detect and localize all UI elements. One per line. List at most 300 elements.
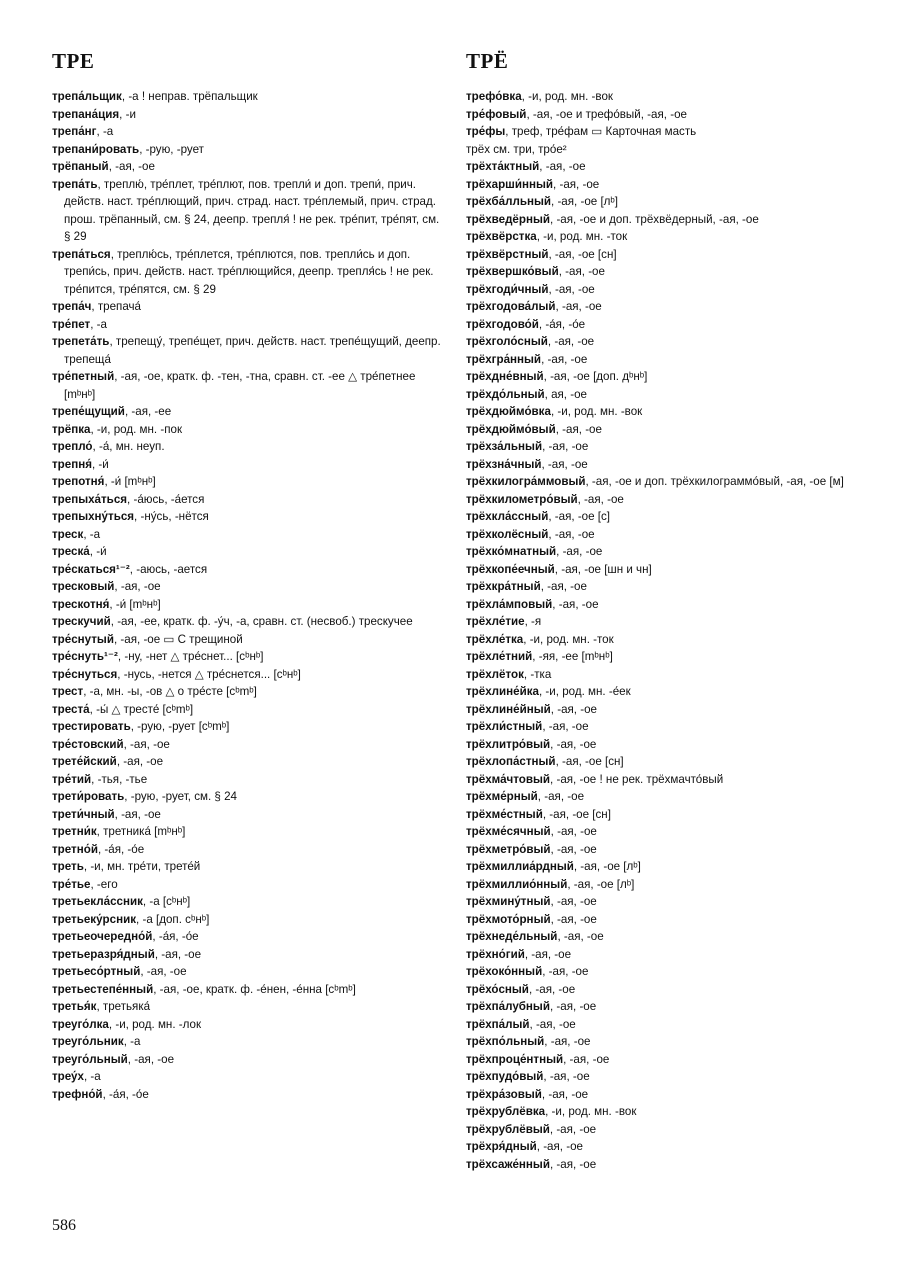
entry-definition: , -ая, -ое [127, 1052, 175, 1066]
dictionary-entry [52, 543, 446, 561]
dictionary-entry [466, 333, 866, 351]
entry-definition: , -ая, -ое [541, 457, 588, 471]
dictionary-entry [466, 1068, 866, 1086]
entry-definition: , -ая, -ое ! не рек. трёхмачто́вый [550, 772, 724, 786]
entry-headword: трепа́льщик [52, 90, 122, 103]
entry-headword: третьекла́ссник [52, 895, 143, 908]
dictionary-entry [52, 683, 446, 701]
entry-definition: , -ну́сь, -нётся [134, 510, 209, 523]
entry-definition: , -ая, -ое [550, 825, 597, 838]
dictionary-entry [52, 823, 446, 841]
dictionary-entry [466, 998, 866, 1016]
dictionary-entry [466, 491, 866, 509]
entry-definition: , -ы́ △ тресте́ [cᵇmᵇ] [89, 702, 194, 716]
entry-definition: , -ая, -ое [доп. дᵇнᵇ] [543, 370, 648, 383]
entry-definition: , -ая, -ое [577, 492, 624, 506]
dictionary-entry [52, 491, 446, 509]
entry-definition: , -ая, -ое [542, 965, 589, 978]
entry-headword: трепа́ться [52, 247, 111, 261]
entry-headword: трёхко́мнатный [466, 545, 557, 558]
entry-headword: трепана́ция [52, 107, 120, 121]
dictionary-entry [466, 666, 866, 684]
entry-headword: трёхдюймо́вый [466, 422, 556, 436]
entry-definition: , -а [доп. cᵇнᵇ] [136, 912, 210, 926]
dictionary-entry [466, 298, 866, 316]
entry-definition: , -ая, -ое [114, 580, 161, 593]
entry-headword: трёхлёток [466, 667, 524, 681]
entry-headword: трёхпа́лубный [466, 1000, 550, 1013]
dictionary-entry [466, 543, 866, 561]
dictionary-entry [52, 123, 446, 141]
dictionary-entry [466, 193, 866, 211]
dictionary-entry [466, 963, 866, 981]
entry-headword: третно́й [52, 842, 98, 856]
dictionary-entry [466, 263, 866, 281]
entry-headword: трепе́щущий [52, 405, 125, 418]
entry-headword: трёхгодово́й [466, 317, 539, 331]
dictionary-entry [466, 718, 866, 736]
entry-headword: треуго́льник [52, 1035, 124, 1048]
entry-headword: трёхзна́чный [466, 457, 542, 471]
entry-definition: , -и, род. мн. -вок [521, 90, 613, 103]
entry-headword: трёхме́рный [466, 790, 538, 803]
dictionary-entry [52, 578, 446, 596]
entry-headword: трестировать [52, 720, 131, 733]
entry-headword: трепня́ [52, 457, 92, 471]
entry-definition: , -ая, -ое [541, 352, 588, 366]
entry-definition: , -ая, -ое [549, 1157, 597, 1171]
entry-headword: трёхза́льный [466, 440, 543, 453]
entry-definition: , -аюсь, -ается [129, 562, 208, 576]
entry-headword: трепыхну́ться [52, 510, 135, 523]
entry-headword: трёхведёрный [466, 212, 550, 226]
entry-definition: , -и́ [89, 545, 107, 558]
entry-headword: треста́ [52, 702, 90, 716]
dictionary-entry [466, 596, 866, 614]
entry-definition: , -и, род. мн. -лок [108, 1017, 202, 1031]
entry-definition: , -а [123, 1035, 141, 1048]
entry-definition: , -ая, -ое [549, 1000, 597, 1013]
entry-headword: трескотня́ [52, 597, 110, 611]
entry-definition: , -я [524, 615, 542, 628]
entry-headword: тре́пет [52, 317, 91, 331]
entry-definition: , -тка [523, 667, 552, 681]
entry-headword: трёхнеде́льный [466, 930, 558, 943]
dictionary-entry [52, 946, 446, 964]
entry-definition: , -нусь, -нется △ тре́снется... [cᵇнᵇ] [117, 667, 301, 681]
entry-headword: тре́стовский [52, 737, 124, 751]
dictionary-entry [466, 683, 866, 701]
entry-headword: тре́снуть¹⁻² [52, 650, 118, 663]
entry-headword: трёхоко́нный [466, 965, 543, 978]
entry-definition: , -и, мн. тре́ти, трете́й [83, 860, 201, 873]
entry-headword: трёхлине́йка [466, 685, 539, 698]
entry-headword: трёхкилометро́вый [466, 492, 578, 506]
entry-definition: , -а́я, -о́е [152, 930, 199, 943]
entry-headword: трепыха́ться [52, 492, 128, 506]
entry-definition: , -и, род. мн. -вок [545, 1105, 637, 1118]
entry-definition: , -тья, -тье [91, 772, 148, 786]
right-running-head: ТРЁ [466, 49, 509, 73]
entry-definition: , -ая, -ое [553, 177, 600, 191]
dictionary-entry [466, 561, 866, 579]
entry-headword: трёхмото́рный [466, 912, 551, 926]
entry-definition: , -и [119, 107, 136, 121]
dictionary-entry [466, 876, 866, 894]
entry-headword: трескучий [52, 615, 111, 628]
entry-definition: трёх см. три, тро́е² [466, 142, 567, 156]
dictionary-entry [466, 823, 866, 841]
entry-headword: трёхра́зовый [466, 1087, 542, 1101]
dictionary-entry [466, 841, 866, 859]
dictionary-entry [52, 771, 446, 789]
entry-headword: трёхпудо́вый [466, 1070, 544, 1083]
entry-definition: , -а [83, 1070, 101, 1083]
entry-headword: тресковый [52, 580, 115, 593]
dictionary-entry [52, 1086, 446, 1104]
entry-headword: трёхле́тие [466, 615, 525, 628]
entry-headword: трёхпа́лый [466, 1017, 530, 1031]
entry-definition: , -его [90, 877, 118, 891]
dictionary-entry [466, 1156, 866, 1174]
entry-definition: , третника́ [mᵇнᵇ] [96, 825, 186, 838]
entry-headword: тре́тье [52, 877, 91, 891]
entry-definition: , -ая, -ое [548, 282, 595, 296]
entry-headword: трёпаный [52, 160, 109, 173]
dictionary-entry [52, 403, 446, 421]
dictionary-entry [52, 928, 446, 946]
entry-headword: трепло́ [52, 440, 93, 453]
entry-headword: третьесо́ртный [52, 965, 141, 978]
entry-definition: , -ая, -ое [шн и чн] [554, 562, 652, 576]
entry-headword: трепета́ть [52, 335, 110, 348]
entry-definition: , -а́я, -о́е [538, 317, 586, 331]
dictionary-entry [466, 858, 866, 876]
dictionary-entry [52, 316, 446, 334]
entry-headword: трёхдне́вный [466, 370, 544, 383]
dictionary-entry [466, 141, 866, 159]
entry-definition: , -ну, -нет △ тре́снет... [cᵇнᵇ] [117, 650, 264, 663]
entry-headword: трёхпо́льный [466, 1035, 545, 1048]
dictionary-entry [52, 141, 446, 159]
dictionary-entry [466, 613, 866, 631]
dictionary-entry [52, 561, 446, 579]
entry-definition: , -ая, -ое [536, 1140, 583, 1153]
entry-definition: , -и, род. мн. -ток [536, 230, 628, 243]
entry-headword: трёхмиллио́нный [466, 877, 568, 891]
dictionary-entry [466, 928, 866, 946]
entry-definition: , -ая, -ое ▭ С трещиной [113, 632, 243, 646]
dictionary-entry [52, 998, 446, 1016]
entry-definition: , треплю́сь, тре́плется, тре́плются, пов. трепли́сь и доп. трепи́сь, прич. действ. наст. тре́плющийся, деепр. трепля́сь ! не рек. тре́пится, тре́пятся, см. § 29 [64, 247, 434, 296]
entry-definition: , -и, род. мн. -ток [523, 632, 614, 646]
entry-headword: трёхвёрстный [466, 247, 549, 261]
entry-headword: третья́к [52, 1000, 97, 1013]
entry-headword: трёхо́сный [466, 982, 529, 996]
entry-definition: , -ая, -ое [537, 790, 585, 803]
dictionary-entry [466, 281, 866, 299]
entry-headword: треть [52, 860, 84, 873]
entry-definition: , -ая, -ое [108, 160, 155, 173]
entry-headword: треска́ [52, 545, 90, 558]
dictionary-entry [52, 298, 446, 316]
entry-headword: трёхле́тка [466, 632, 524, 646]
entry-headword: трёхлине́йный [466, 702, 551, 716]
entry-definition: , -ая, -ее, кратк. ф. -у́ч, -а, сравн. ст. (несвоб.) трескучее [110, 615, 413, 628]
entry-definition: , -а [cᵇнᵇ] [142, 895, 191, 908]
dictionary-entry [52, 176, 446, 246]
entry-definition: , -а, мн. -ы, -ов △ о тре́сте [cᵇmᵇ] [83, 685, 257, 698]
entry-headword: трёхба́лльный [466, 195, 551, 208]
dictionary-entry [466, 788, 866, 806]
entry-headword: трёхсаже́нный [466, 1157, 550, 1171]
dictionary-entry [466, 1016, 866, 1034]
entry-headword: тре́фы [466, 125, 506, 138]
entry-headword: тре́снутый [52, 632, 114, 646]
entry-definition: , -ая, -ое [543, 1070, 590, 1083]
dictionary-entry [466, 1103, 866, 1121]
dictionary-entry [52, 648, 446, 666]
entry-definition: , -а́, мн. неуп. [92, 440, 165, 453]
entry-headword: трёхголо́сный [466, 335, 548, 348]
dictionary-entry [466, 228, 866, 246]
entry-headword: трёхме́сячный [466, 825, 551, 838]
entry-definition: , -ая, -ое, кратк. ф. -е́нен, -е́нна [cᵇmᵇ] [153, 982, 356, 996]
dictionary-entry [52, 508, 446, 526]
dictionary-entry [466, 316, 866, 334]
dictionary-entry [52, 438, 446, 456]
dictionary-entry [466, 456, 866, 474]
entry-definition: , -а́я, -о́е [102, 1087, 149, 1101]
entry-definition: , -и́ [mᵇнᵇ] [104, 475, 156, 488]
entry-headword: трёхарши́нный [466, 177, 554, 191]
dictionary-entry [52, 613, 446, 631]
dictionary-entry [466, 1138, 866, 1156]
entry-definition: , -ая, -ое [140, 965, 187, 978]
entry-definition: , -ая, -ее [124, 405, 172, 418]
entry-definition: , треф, тре́фам ▭ Карточная масть [505, 125, 697, 138]
entry-headword: третьеочередно́й [52, 930, 153, 943]
entry-definition: , -и́ [mᵇнᵇ] [109, 597, 161, 611]
entry-headword: трёхкилогра́ммовый [466, 475, 586, 488]
dictionary-entry [52, 876, 446, 894]
entry-headword: трёхкра́тный [466, 580, 541, 593]
dictionary-entry [466, 526, 866, 544]
entry-headword: тре́фовый [466, 107, 527, 121]
entry-definition: , -и́ [91, 457, 109, 471]
entry-headword: треу́х [52, 1070, 84, 1083]
dictionary-entry [52, 158, 446, 176]
dictionary-entry [466, 631, 866, 649]
entry-definition: , -ая, -ое [154, 947, 202, 961]
entry-headword: трефо́вка [466, 90, 522, 103]
entry-headword: трёхдо́льный [466, 387, 545, 401]
dictionary-entry [466, 368, 866, 386]
entry-headword: трёхта́ктный [466, 160, 540, 173]
entry-definition: , -ая, -ое и доп. трёхвёдерный, -ая, -ое [550, 212, 759, 226]
entry-definition: , -ая, -ое, кратк. ф. -тен, -тна, сравн. ст. -ее △ тре́петнее [mᵇнᵇ] [64, 370, 416, 401]
dictionary-entry [466, 1051, 866, 1069]
dictionary-entry [466, 701, 866, 719]
entry-definition: , -ая, -ое [563, 1052, 610, 1066]
entry-headword: трёхдюймо́вка [466, 405, 551, 418]
entry-definition: , -а [83, 527, 101, 541]
dictionary-entry [52, 596, 446, 614]
entry-headword: третни́к [52, 825, 97, 838]
entry-headword: трёхмиллиа́рдный [466, 860, 574, 873]
dictionary-entry [466, 736, 866, 754]
entry-definition: , треплю́, тре́плет, тре́плют, пов. трепли́ и доп. трепи́, прич. действ. наст. тре́плющий, прич. страд. наст. тре́племый, прич. страд. прош. трёпанный, см. § 24, деепр. трепля́ ! не рек. тре́пит, тре́пят, см. § 29 [64, 177, 440, 243]
dictionary-entry [52, 736, 446, 754]
entry-headword: трёхле́тний [466, 650, 533, 663]
entry-headword: трёхма́чтовый [466, 772, 551, 786]
entry-headword: треск [52, 527, 84, 541]
entry-headword: третьеразря́дный [52, 947, 155, 961]
entry-definition: , -ая, -ое [лᵇ] [551, 195, 619, 208]
entry-definition: , -ая, -ое [лᵇ] [573, 860, 641, 873]
dictionary-entry [466, 771, 866, 789]
entry-definition: , третьяка́ [96, 1000, 151, 1013]
entry-headword: трёхлопа́стный [466, 755, 556, 768]
entry-definition: , -а́юсь, -а́ется [127, 492, 205, 506]
dictionary-entry [466, 403, 866, 421]
entry-headword: трети́чный [52, 807, 115, 821]
dictionary-entry [52, 88, 446, 106]
entry-definition: , -ая, -ое [сн] [542, 807, 611, 821]
dictionary-entry [466, 753, 866, 771]
dictionary-entry [52, 473, 446, 491]
entry-definition: , -ая, -ое [529, 1017, 576, 1031]
dictionary-entry [466, 578, 866, 596]
entry-definition: , -ая, -ое [557, 930, 604, 943]
dictionary-entry [52, 893, 446, 911]
entry-headword: трёхгодова́лый [466, 300, 556, 313]
entry-headword: трёхвёрстка [466, 230, 537, 243]
dictionary-entry [466, 911, 866, 929]
entry-definition: , -ая, -ое [с] [548, 510, 611, 523]
entry-definition: , -яя, -ее [mᵇнᵇ] [532, 650, 613, 663]
dictionary-entry [52, 333, 446, 368]
left-entry-list [52, 88, 446, 1103]
entry-definition: , -ая, -ое [547, 335, 595, 348]
entry-headword: трёхрублёвый [466, 1122, 550, 1136]
entry-definition: , трепещу́, трепе́щет, прич. действ. наст. трепе́щущий, деепр. трепеща́ [64, 335, 441, 366]
dictionary-entry [52, 246, 446, 299]
dictionary-entry [52, 106, 446, 124]
entry-definition: , -ая, -ое [558, 265, 605, 278]
entry-headword: треуго́льный [52, 1052, 128, 1066]
dictionary-entry [466, 806, 866, 824]
entry-definition: , -рую, -рует, см. § 24 [124, 790, 237, 803]
entry-definition: , -ая, -ое [542, 720, 589, 733]
entry-headword: трете́йский [52, 755, 117, 768]
dictionary-entry [52, 788, 446, 806]
dictionary-entry [466, 438, 866, 456]
entry-definition: , -и, род. мн. -вок [550, 405, 643, 418]
entry-definition: , -ая, -ое [сн] [555, 755, 624, 768]
entry-headword: трёхгра́нный [466, 352, 542, 366]
entry-headword: трети́ровать [52, 790, 125, 803]
dictionary-entry [52, 911, 446, 929]
dictionary-entry [466, 211, 866, 229]
entry-headword: третьестепе́нный [52, 982, 154, 996]
right-entry-list [466, 88, 866, 1173]
dictionary-entry [52, 1016, 446, 1034]
entry-headword: трест [52, 685, 84, 698]
entry-headword: трёхгоди́чный [466, 282, 549, 296]
entry-definition: , -ая, -ое [550, 702, 597, 716]
dictionary-entry [466, 176, 866, 194]
entry-definition: , -ая, -ое [541, 1087, 589, 1101]
dictionary-entry [466, 981, 866, 999]
entry-headword: трёхпроце́нтный [466, 1052, 564, 1066]
dictionary-entry [52, 1051, 446, 1069]
entry-headword: трефно́й [52, 1087, 103, 1101]
entry-definition: , -ая, -ое [лᵇ] [567, 877, 635, 891]
left-column [52, 48, 446, 1103]
dictionary-entry [52, 753, 446, 771]
dictionary-entry [52, 631, 446, 649]
entry-headword: тре́снуться [52, 667, 118, 681]
entry-definition: , -ая, -ое [сн] [548, 247, 617, 261]
dictionary-entry [52, 1068, 446, 1086]
entry-headword: трепа́ч [52, 300, 92, 313]
entry-definition: , -ая, -ое [540, 580, 587, 593]
entry-definition: , ая, -ое [544, 387, 587, 401]
entry-headword: трёхметро́вый [466, 842, 551, 856]
dictionary-entry [466, 1086, 866, 1104]
entry-headword: тре́петный [52, 370, 115, 383]
entry-definition: , -ая, -ое [548, 527, 595, 541]
dictionary-entry [466, 158, 866, 176]
entry-headword: трёхмину́тный [466, 895, 551, 908]
entry-definition: , -ая, -ое [549, 1122, 597, 1136]
entry-headword: трепа́ть [52, 177, 98, 191]
left-running-head: ТРЕ [52, 49, 95, 73]
dictionary-entry [466, 386, 866, 404]
entry-definition: , -а [90, 317, 107, 331]
dictionary-entry [466, 893, 866, 911]
entry-definition: , -ая, -ое [528, 982, 576, 996]
dictionary-entry [52, 1033, 446, 1051]
entry-headword: трёхкла́ссный [466, 510, 549, 523]
entry-definition: , -ая, -ое [524, 947, 572, 961]
dictionary-entry [466, 106, 866, 124]
entry-definition: , -ая, -ое [550, 912, 597, 926]
dictionary-entry [52, 718, 446, 736]
entry-definition: , трепача́ [91, 300, 141, 313]
dictionary-entry [466, 946, 866, 964]
dictionary-entry [52, 963, 446, 981]
entry-headword: трёпка [52, 422, 91, 436]
dictionary-entry [52, 981, 446, 999]
dictionary-entry [52, 806, 446, 824]
entry-headword: трепотня́ [52, 475, 105, 488]
dictionary-entry [466, 246, 866, 264]
dictionary-entry [466, 1121, 866, 1139]
entry-definition: , -ая, -ое [539, 160, 586, 173]
entry-definition: , -рую, -рует [cᵇmᵇ] [130, 720, 230, 733]
dictionary-entry [466, 421, 866, 439]
entry-definition: , -ая, -ое [555, 300, 602, 313]
entry-definition: , -ая, -ое и трефо́вый, -ая, -ое [526, 107, 687, 121]
entry-headword: трёхме́стный [466, 807, 543, 821]
dictionary-entry [466, 473, 866, 491]
entry-definition: , -ая, -ое [550, 842, 597, 856]
entry-definition: , -рую, -рует [139, 142, 204, 156]
entry-definition: , -ая, -ое [556, 545, 603, 558]
entry-headword: трёхвершко́вый [466, 265, 559, 278]
